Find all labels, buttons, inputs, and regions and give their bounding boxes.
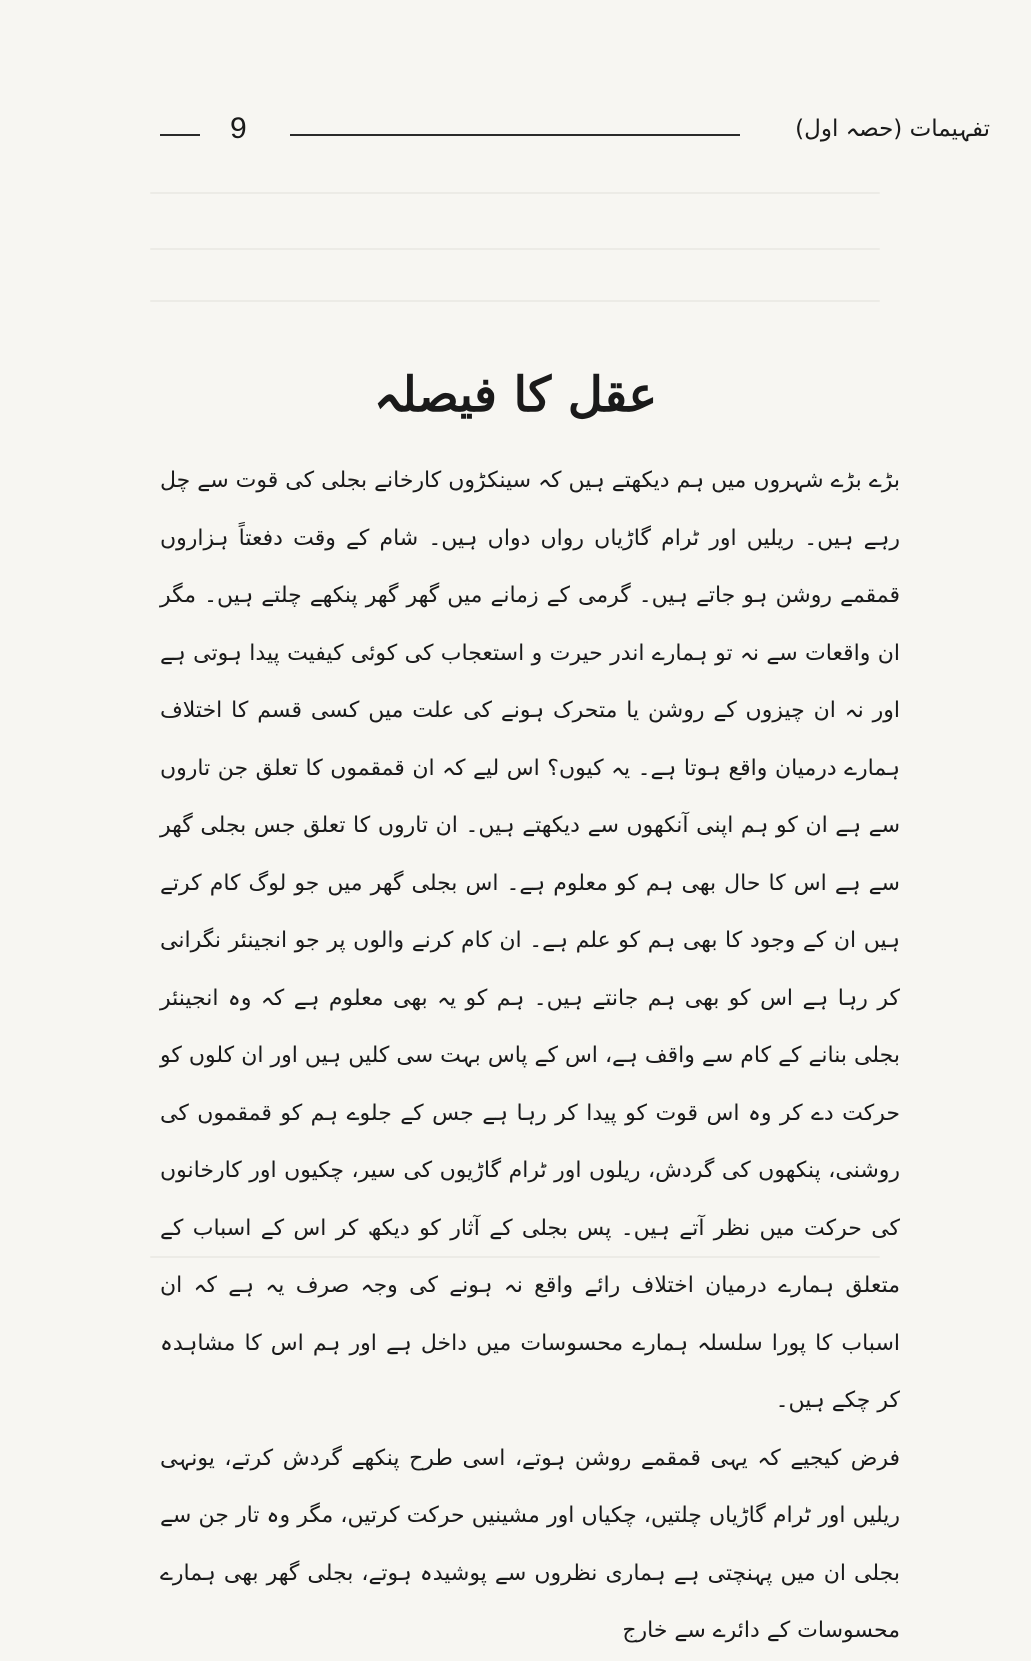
chapter-title: عقل کا فیصلہ — [373, 367, 658, 423]
page-number: 9 — [230, 112, 247, 145]
paragraph: بڑے بڑے شہروں میں ہم دیکھتے ہیں کہ سینکڑوں کارخانے بجلی کی قوت سے چل رہے ہیں۔ ریلیں اور ٹرام گاڑیاں رواں دواں ہیں۔ شام کے وقت دفعتاً ہزاروں قمقمے روشن ہو جاتے ہیں۔ گرمی کے زمانے میں گھر گھر پنکھے چلتے ہیں۔ مگر ان واقعات سے نہ تو ہمارے اندر حیرت و استعجاب کی کوئی کیفیت پیدا ہوتی ہے اور نہ ان چیزوں کے روشن یا متحرک ہونے کی علت میں کسی قسم کا اختلاف ہمارے درمیان واقع ہوتا ہے۔ یہ کیوں؟ اس لیے کہ ان قمقموں کا تعلق جن تاروں سے ہے ان کو ہم اپنی آنکھوں سے دیکھتے ہیں۔ ان تاروں کا تعلق جس بجلی گھر سے ہے اس کا حال بھی ہم کو معلوم ہے۔ اس بجلی گھر میں جو لوگ کام کرتے ہیں ان کے وجود کا بھی ہم کو علم ہے۔ ان کام کرنے والوں پر جو انجینئر نگرانی کر رہا ہے اس کو بھی ہم جانتے ہیں۔ ہم کو یہ بھی معلوم ہے کہ وہ انجینئر بجلی بنانے کے کام سے واقف ہے، اس کے پاس بہت سی کلیں ہیں اور ان کلوں کو حرکت دے کر وہ اس قوت کو پیدا کر رہا ہے جس کے جلوے ہم کو قمقموں کی روشنی، پنکھوں کی گردش، ریلوں اور ٹرام گاڑیوں کی سیر، چکیوں اور کارخانوں کی حرکت میں نظر آتے ہیں۔ پس بجلی کے آثار کو دیکھ کر اس کے اسباب کے متعلق ہمارے درمیان اختلاف رائے واقع نہ ہونے کی وجہ صرف یہ ہے کہ ان اسباب کا پورا سلسلہ ہمارے محسوسات میں داخل ہے اور ہم اس کا مشاہدہ کر چکے ہیں۔ — [160, 468, 900, 1413]
bleed-through-mark — [150, 248, 880, 250]
page-header — [160, 112, 1020, 156]
paragraph: فرض کیجیے کہ یہی قمقمے روشن ہوتے، اسی طرح پنکھے گردش کرتے، یونہی ریلیں اور ٹرام گاڑیاں چلتیں، چکیاں اور مشینیں حرکت کرتیں، مگر وہ تار جن سے بجلی ان میں پہنچتی ہے ہماری نظروں سے پوشیدہ ہوتے، بجلی گھر بھی ہمارے محسوسات کے دائرے سے خارج — [160, 1445, 900, 1643]
header-rule-short — [160, 134, 200, 136]
header-rule-long — [290, 134, 740, 136]
bleed-through-mark — [150, 300, 880, 302]
bleed-through-mark — [150, 192, 880, 194]
book-title: تفہیمات (حصہ اول) — [795, 116, 990, 142]
body-text — [160, 452, 900, 1660]
